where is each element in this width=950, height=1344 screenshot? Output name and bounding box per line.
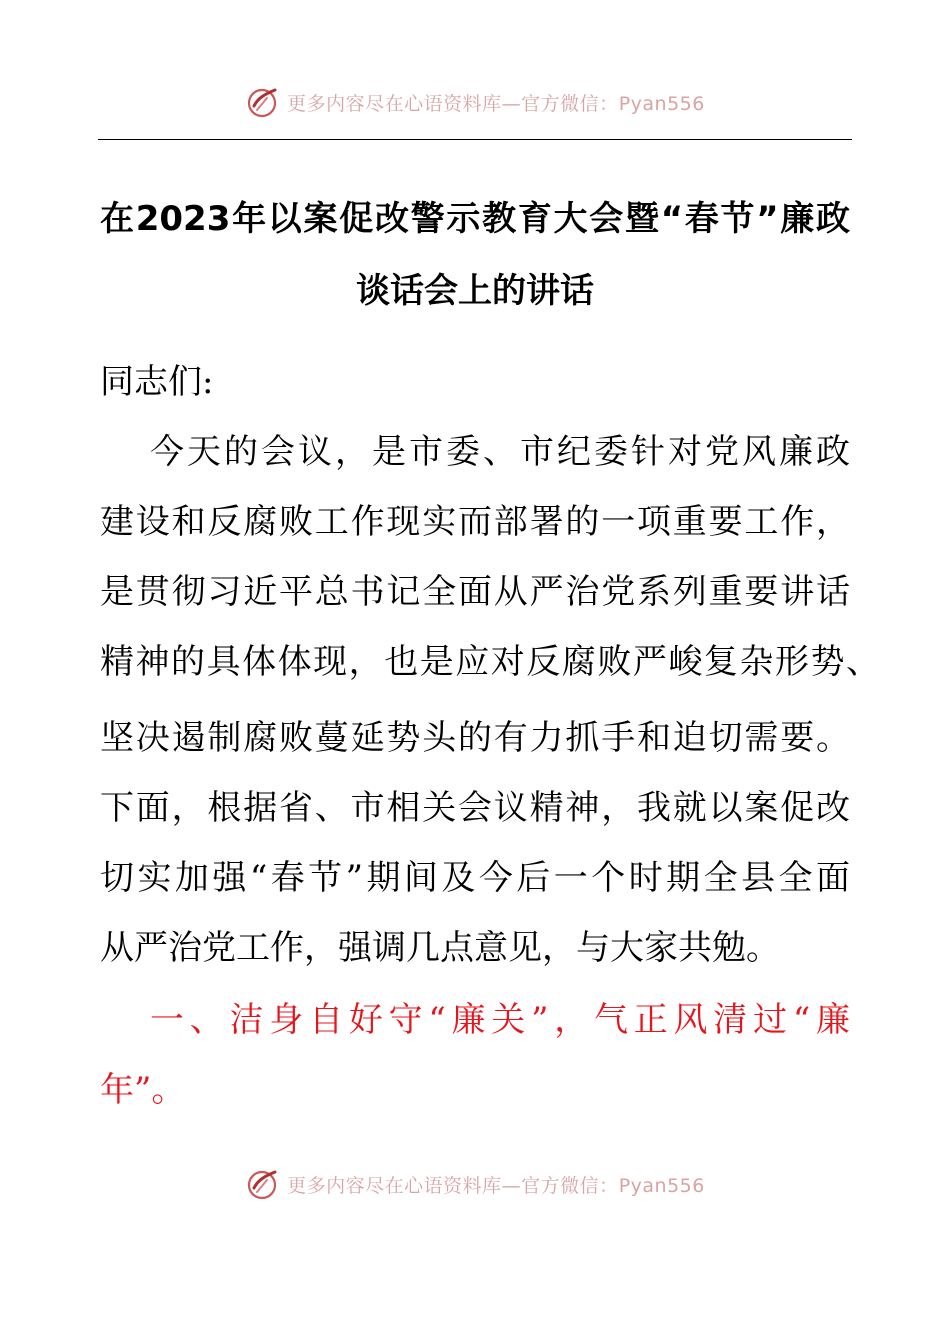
body-line: 今天的会议，是市委、市纪委针对党风廉政 [150,432,850,472]
body-line: 是贯彻习近平总书记全面从严治党系列重要讲话 [100,572,850,612]
brand-separator: — [501,92,522,115]
brand-name: 更多内容尽在心语资料库 [287,1174,502,1197]
salutation: 同志们: [100,362,214,402]
watermark-text [287,1171,705,1198]
body-line: 下面，根据省、市相关会议精神，我就以案促改 [100,788,850,828]
brand-separator: — [501,1174,522,1197]
body-line: 坚决遏制腐败蔓延势头的有力抓手和迫切需要。 [100,718,850,758]
body-line: 从严治党工作，强调几点意见，与大家共勉。 [100,928,780,968]
wechat-label: 官方微信： [521,92,619,115]
watermark-text [287,89,705,116]
footer-watermark [0,1162,950,1206]
body-line: 精神的具体体现，也是应对反腐败严峻复杂形势、 [100,642,880,682]
section-heading-line-2: 年”。 [100,1070,186,1110]
document-title-line-1: 在2023年以案促改警示教育大会暨“春节”廉政 [100,199,850,239]
wechat-id: Pyan556 [618,92,705,115]
wechat-id: Pyan556 [618,1174,705,1197]
document-title-line-2: 谈话会上的讲话 [356,271,594,311]
brand-name: 更多内容尽在心语资料库 [287,92,502,115]
body-line: 切实加强“春节”期间及今后一个时期全县全面 [100,858,850,898]
header-divider [98,139,852,140]
pen-on-circle-icon [245,84,281,120]
pen-on-circle-icon [245,1166,281,1202]
body-line: 建设和反腐败工作现实而部署的一项重要工作， [100,502,850,542]
section-heading-line-1: 一、洁身自好守“廉关”，气正风清过“廉 [150,1000,850,1040]
header-watermark [0,80,950,124]
wechat-label: 官方微信： [521,1174,619,1197]
